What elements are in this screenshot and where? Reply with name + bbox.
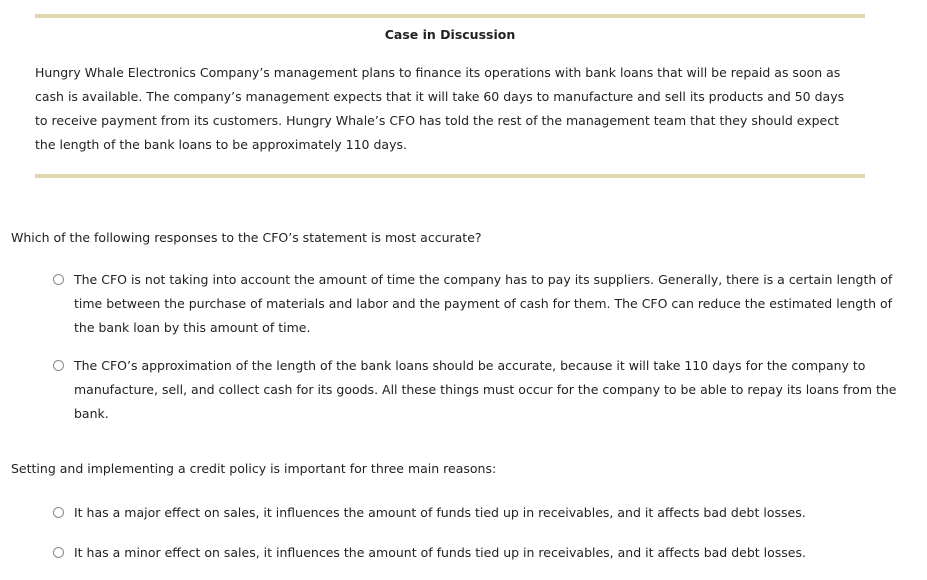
case-body: Hungry Whale Electronics Company’s management plans to finance its operations with bank loans that will be repaid as soon as cash is available. The company’s management expects that it will take 60 days to manufacture and sell its products and 50 days to receive payment from its customers. Hungry Whale’s CFO has told the rest of the management team that they should expect the length of the bank loans to be approximately 110 days.	[35, 65, 845, 152]
option-label: The CFO is not taking into account the amount of time the company has to pay its suppliers. Generally, there is a certain length of time between the purchase of materials and labor and the payment of cash for them. The CFO can reduce the estimated length of the bank loan by this amount of time.	[74, 272, 893, 335]
option-label: It has a major effect on sales, it influences the amount of funds tied up in receivables, and it affects bad debt losses.	[74, 505, 806, 520]
radio-button[interactable]	[53, 547, 64, 558]
case-top-rule	[35, 14, 865, 18]
question-2-prompt: Setting and implementing a credit policy is important for three main reasons:	[11, 461, 497, 476]
option-label: It has a minor effect on sales, it influences the amount of funds tied up in receivables, and it affects bad debt losses.	[74, 545, 806, 560]
radio-button[interactable]	[53, 360, 64, 371]
question-2-option-2[interactable]	[53, 541, 913, 565]
option-label: The CFO’s approximation of the length of the bank loans should be accurate, because it will take 110 days for the company to manufacture, sell, and collect cash for its goods. All these things must occur for the company to be able to repay its loans from the bank.	[74, 358, 897, 421]
question-1-prompt: Which of the following responses to the CFO’s statement is most accurate?	[11, 230, 482, 245]
case-bottom-rule	[35, 174, 865, 178]
question-2-option-1[interactable]	[53, 501, 913, 525]
radio-button[interactable]	[53, 507, 64, 518]
radio-button[interactable]	[53, 274, 64, 285]
case-title: Case in Discussion	[384, 27, 516, 42]
question-1-option-1[interactable]	[53, 268, 913, 340]
question-1-option-2[interactable]	[53, 354, 913, 426]
